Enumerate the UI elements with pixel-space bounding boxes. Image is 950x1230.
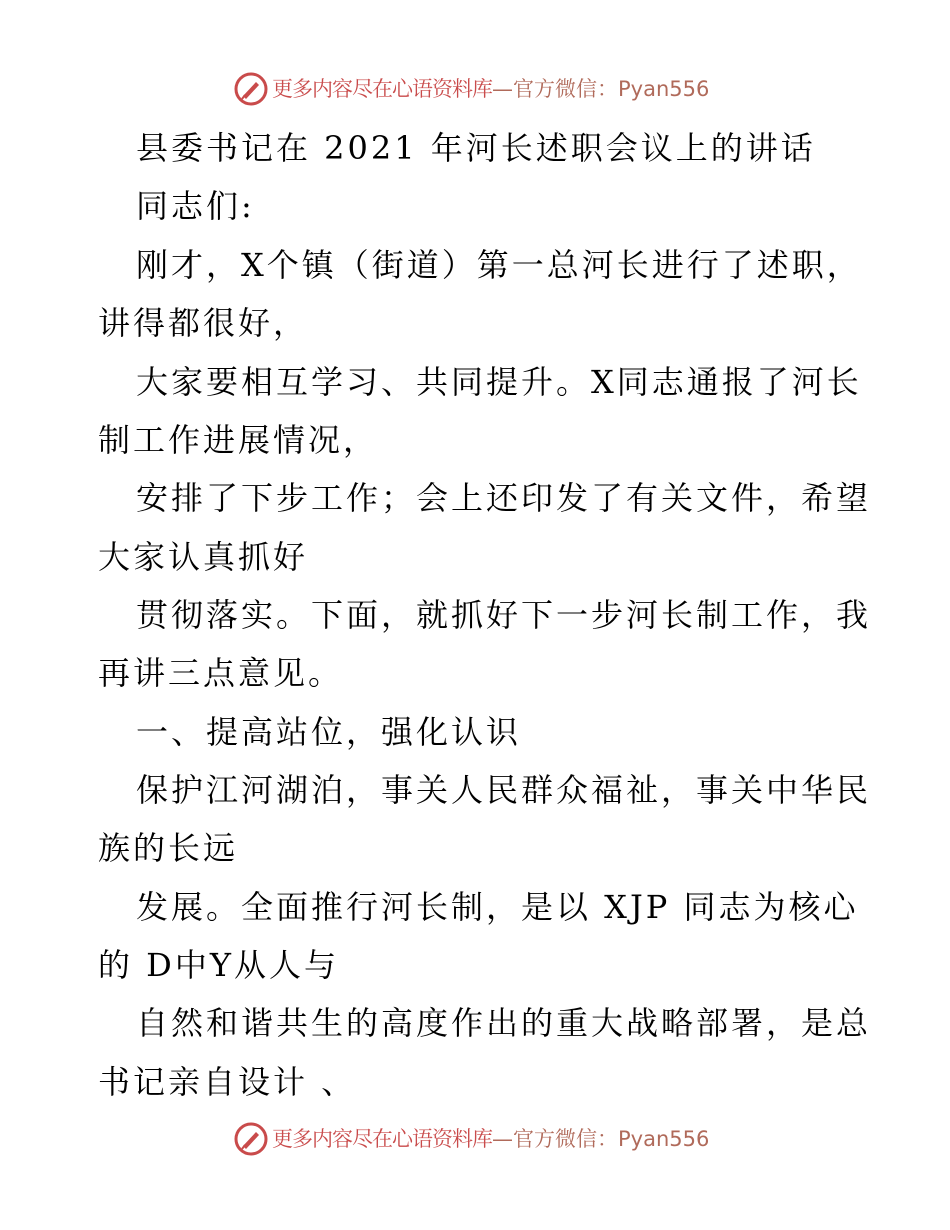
paragraph-line: 刚才，X个镇（街道）第一总河长进行了述职， [136, 246, 862, 284]
paragraph-line: 大家认真抓好 [98, 538, 309, 576]
paragraph-line: 大家要相互学习、共同提升。X同志通报了河长 [136, 363, 862, 401]
watermark-footer [0, 1120, 950, 1160]
paragraph-line: 讲得都很好， [98, 304, 309, 342]
paragraph-line: 的 D中Y从人与 [98, 946, 339, 984]
paragraph-line: 发展。全面推行河长制，是以 XJP 同志为核心 [136, 888, 859, 926]
paragraph-line: 再讲三点意见。 [98, 654, 344, 692]
paragraph-line: 书记亲自设计 、 [98, 1063, 357, 1101]
salutation: 同志们: [136, 187, 255, 225]
quill-logo-icon [234, 1122, 268, 1156]
watermark-text: 更多内容尽在心语资料库—官方微信：Pyan556 [272, 77, 710, 101]
paragraph-line: 保护江河湖泊，事关人民群众福祉，事关中华民 [136, 771, 872, 809]
paragraph-line: 贯彻落实。下面，就抓好下一步河长制工作，我 [136, 596, 872, 634]
watermark-text: 更多内容尽在心语资料库—官方微信：Pyan556 [272, 1127, 710, 1151]
section-heading: 一、提高站位，强化认识 [136, 713, 522, 751]
document-title: 县委书记在 2021 年河长述职会议上的讲话 [136, 129, 816, 167]
paragraph-line: 自然和谐共生的高度作出的重大战略部署，是总 [136, 1004, 872, 1042]
paragraph-line: 安排了下步工作；会上还印发了有关文件，希望 [136, 479, 872, 517]
paragraph-line: 制工作进展情况， [98, 421, 379, 459]
paragraph-line: 族的长远 [98, 829, 239, 867]
